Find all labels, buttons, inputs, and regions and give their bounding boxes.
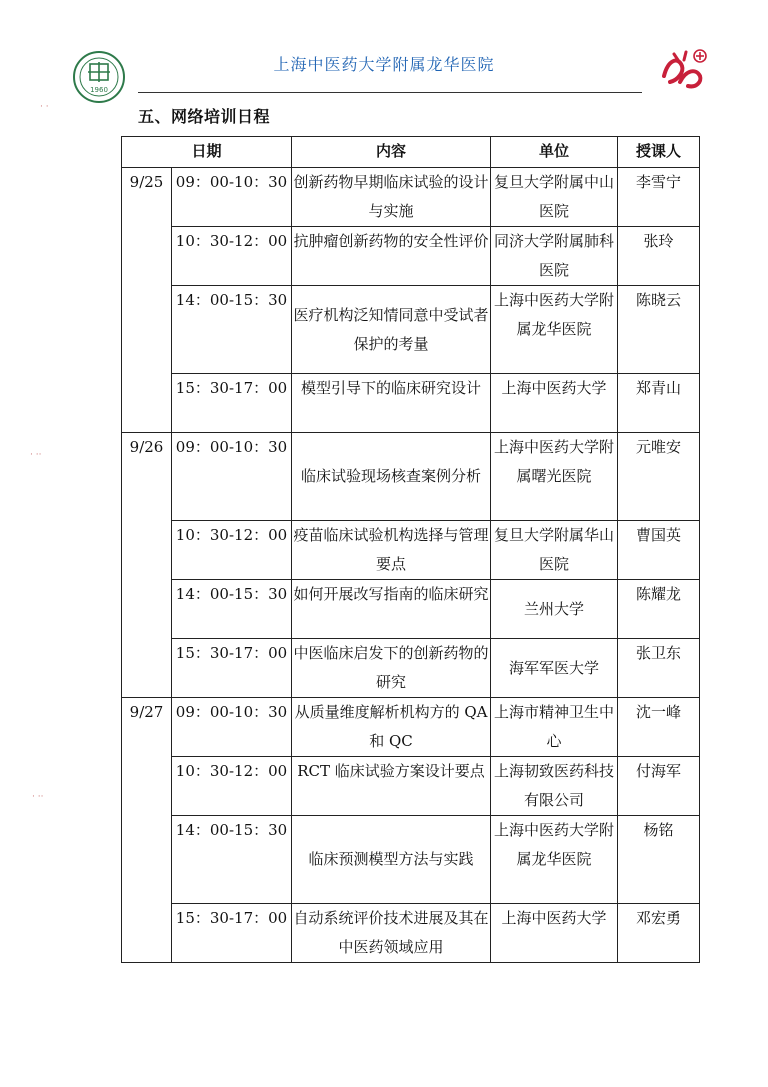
session-lecturer: 陈耀龙	[618, 580, 700, 639]
table-row	[122, 698, 700, 757]
session-lecturer: 张卫东	[618, 639, 700, 698]
session-time: 10：30-12：00	[172, 521, 292, 580]
session-time: 15：30-17：00	[172, 374, 292, 433]
session-topic: 自动系统评价技术进展及其在中医药领域应用	[292, 904, 491, 963]
session-lecturer: 杨铭	[618, 816, 700, 904]
header-divider	[138, 92, 642, 93]
header-unit: 单位	[491, 137, 618, 168]
session-time: 10：30-12：00	[172, 757, 292, 816]
session-topic: RCT 临床试验方案设计要点	[292, 757, 491, 816]
section-title: 五、网络培训日程	[138, 107, 271, 126]
scan-speck: · ·	[40, 102, 49, 112]
header-lecturer: 授课人	[618, 137, 700, 168]
session-topic: 模型引导下的临床研究设计	[292, 374, 491, 433]
day-date: 9/25	[122, 168, 172, 433]
session-lecturer: 沈一峰	[618, 698, 700, 757]
table-row	[122, 757, 700, 816]
seal-year: 1960	[90, 86, 108, 94]
session-lecturer: 陈晓云	[618, 286, 700, 374]
session-lecturer: 付海军	[618, 757, 700, 816]
table-row	[122, 168, 700, 227]
session-topic: 中医临床启发下的创新药物的研究	[292, 639, 491, 698]
session-time: 09：00-10：30	[172, 433, 292, 521]
table-row	[122, 286, 700, 374]
session-time: 14：00-15：30	[172, 816, 292, 904]
session-unit: 上海中医药大学附属龙华医院	[491, 816, 618, 904]
session-time: 09：00-10：30	[172, 698, 292, 757]
table-row	[122, 904, 700, 963]
table-row	[122, 639, 700, 698]
day-date: 9/26	[122, 433, 172, 698]
session-unit: 兰州大学	[491, 580, 618, 639]
session-lecturer: 邓宏勇	[618, 904, 700, 963]
day-date: 9/27	[122, 698, 172, 963]
session-lecturer: 元唯安	[618, 433, 700, 521]
session-unit: 海军军医大学	[491, 639, 618, 698]
header-date: 日期	[122, 137, 292, 168]
session-time: 15：30-17：00	[172, 639, 292, 698]
session-topic: 疫苗临床试验机构选择与管理要点	[292, 521, 491, 580]
session-time: 10：30-12：00	[172, 227, 292, 286]
session-unit: 上海韧致医药科技有限公司	[491, 757, 618, 816]
session-time: 09：00-10：30	[172, 168, 292, 227]
session-topic: 抗肿瘤创新药物的安全性评价	[292, 227, 491, 286]
session-lecturer: 郑青山	[618, 374, 700, 433]
session-unit: 同济大学附属肺科医院	[491, 227, 618, 286]
hospital-emblem-icon	[656, 46, 710, 92]
table-row	[122, 374, 700, 433]
table-row	[122, 227, 700, 286]
session-topic: 如何开展改写指南的临床研究	[292, 580, 491, 639]
session-lecturer: 张玲	[618, 227, 700, 286]
header-content: 内容	[292, 137, 491, 168]
session-lecturer: 李雪宁	[618, 168, 700, 227]
scan-speck: · ··	[30, 450, 42, 460]
session-unit: 上海中医药大学	[491, 374, 618, 433]
scan-speck: · ··	[32, 792, 44, 802]
session-time: 14：00-15：30	[172, 286, 292, 374]
session-unit: 复旦大学附属华山医院	[491, 521, 618, 580]
session-time: 15：30-17：00	[172, 904, 292, 963]
session-unit: 上海中医药大学附属龙华医院	[491, 286, 618, 374]
session-unit: 上海市精神卫生中心	[491, 698, 618, 757]
session-lecturer: 曹国英	[618, 521, 700, 580]
session-unit: 上海中医药大学附属曙光医院	[491, 433, 618, 521]
session-topic: 医疗机构泛知情同意中受试者保护的考量	[292, 286, 491, 374]
table-row	[122, 433, 700, 521]
table-row	[122, 580, 700, 639]
session-time: 14：00-15：30	[172, 580, 292, 639]
session-unit: 复旦大学附属中山医院	[491, 168, 618, 227]
session-topic: 从质量维度解析机构方的 QA 和 QC	[292, 698, 491, 757]
session-topic: 临床试验现场核查案例分析	[292, 433, 491, 521]
hospital-name: 上海中医药大学附属龙华医院	[273, 55, 495, 74]
schedule-table	[121, 136, 700, 963]
session-topic: 临床预测模型方法与实践	[292, 816, 491, 904]
table-row	[122, 816, 700, 904]
session-topic: 创新药物早期临床试验的设计与实施	[292, 168, 491, 227]
table-header-row	[122, 137, 700, 168]
session-unit: 上海中医药大学	[491, 904, 618, 963]
table-row	[122, 521, 700, 580]
